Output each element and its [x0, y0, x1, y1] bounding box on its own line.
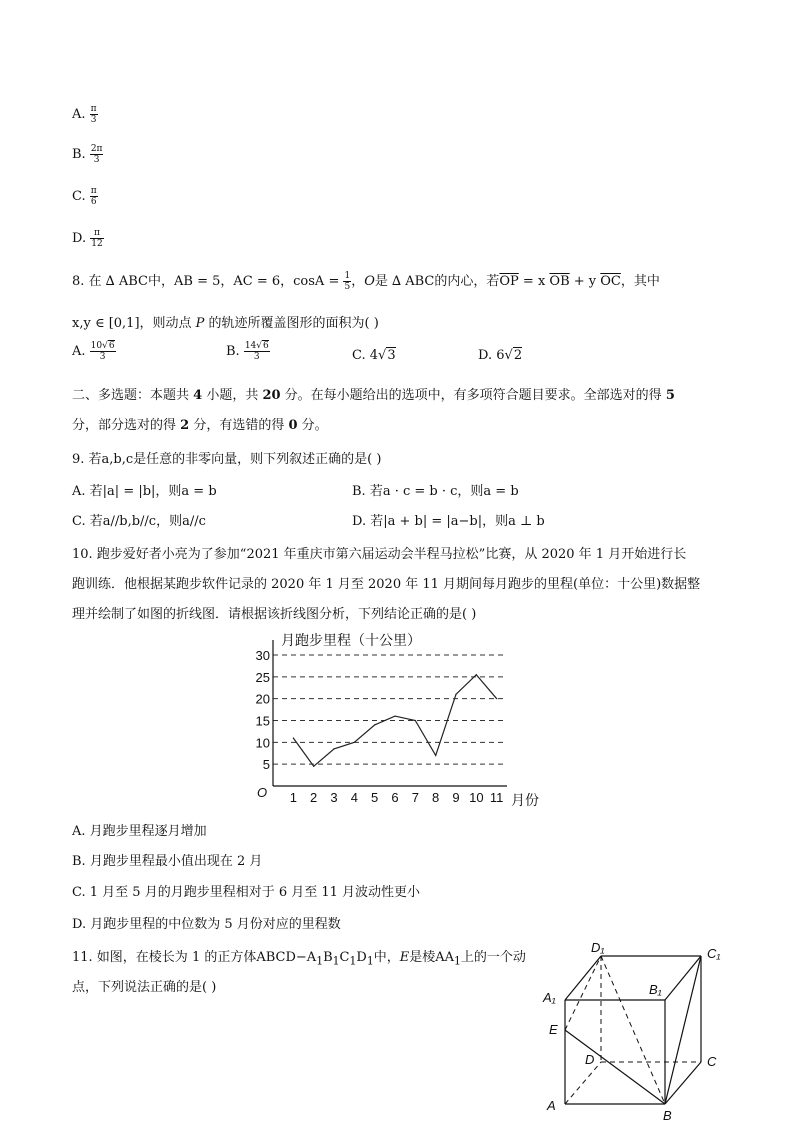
q10-option-a: A. 月跑步里程逐月增加	[72, 824, 207, 839]
cube-solid-edges	[565, 956, 701, 1104]
q7-option-b: B. $\frac{2\pi}{3}$	[72, 144, 103, 165]
data-point	[374, 724, 375, 725]
q11-stem-line2: 点，下列说法正确的是( )	[72, 980, 217, 995]
q10-stem-line2: 跑训练．他根据某跑步软件记录的 2020 年 1 月至 2020 年 11 月期间每月跑步的里程(单位：十公里)数据整	[72, 577, 701, 592]
x-tick-label: 3	[330, 790, 338, 805]
data-point	[455, 694, 456, 695]
fraction: $\frac{\pi}{12}$	[91, 228, 103, 249]
data-point	[415, 720, 416, 721]
x-tick-label: 8	[432, 790, 440, 805]
q8-option-b: B. $\frac{14√6}{3}$	[226, 341, 269, 362]
line-chart	[245, 622, 565, 812]
q8-option-a: A. $\frac{10√6}{3}$	[72, 341, 115, 362]
x-tick-label: 7	[411, 790, 419, 805]
cube-diagram	[535, 938, 735, 1123]
data-point	[333, 748, 334, 749]
q7-option-a: A. $\frac{\pi}{3}$	[72, 104, 97, 125]
fraction: $\frac{2\pi}{3}$	[90, 144, 103, 165]
fraction: $\frac{\pi}{6}$	[90, 186, 97, 207]
q10-option-c: C. 1 月至 5 月的月跑步里程相对于 6 月至 11 月波动性更小	[72, 885, 421, 900]
x-tick-label: 4	[350, 790, 358, 805]
chart-title: 月跑步里程（十公里）	[281, 632, 421, 648]
vertex-a1: A₁	[543, 990, 556, 1005]
fraction: $\frac{14√6}{3}$	[244, 341, 269, 362]
x-tick-label: 11	[489, 790, 504, 805]
q10-stem-line1: 10. 跑步爱好者小亮为了参加“2021 年重庆市第六届运动会半程马拉松”比赛，从 2020 年 1 月开始进行长	[72, 547, 687, 562]
q8-stem-line2: x,y ∈ [0,1]，则动点 P 的轨迹所覆盖图形的面积为( )	[72, 316, 379, 331]
vertex-c: C	[707, 1054, 717, 1069]
y-tick-label: 5	[262, 757, 270, 773]
cube-hidden-edges	[565, 956, 701, 1104]
y-tick-label: 15	[255, 713, 270, 729]
q10-stem-line3: 理并绘制了如图的折线图．请根据该折线图分析，下列结论正确的是( )	[72, 607, 477, 622]
y-tick-label: 20	[255, 691, 270, 707]
fraction: $\frac{1}{5}$	[344, 271, 351, 292]
q7-option-c: C. $\frac{\pi}{6}$	[72, 186, 97, 207]
x-tick-label: 6	[391, 790, 399, 805]
data-point	[394, 716, 395, 717]
vertex-d: D	[585, 1052, 595, 1067]
fraction: $\frac{10√6}{3}$	[90, 341, 115, 362]
x-tick-label: 9	[452, 790, 460, 805]
vertex-d1: D₁	[591, 940, 605, 955]
y-tick-label: 10	[255, 735, 270, 751]
q8-option-c: C. 4√3	[352, 348, 396, 363]
vertex-a: A	[547, 1098, 556, 1113]
x-tick-label: 10	[469, 790, 484, 805]
q9-option-a: A. 若|a| = |b|，则a = b	[72, 484, 217, 499]
q9-option-b: B. 若a · c = b · c，则a = b	[352, 484, 519, 499]
x-tick-label: 2	[310, 790, 318, 805]
x-tick-label: 1	[289, 790, 297, 805]
origin-label: O	[257, 785, 268, 800]
q7-option-d: D. $\frac{\pi}{12}$	[72, 228, 103, 249]
section-header-line2: 分，部分选对的得 2 分，有选错的得 0 分。	[72, 418, 328, 433]
point-e: E	[549, 1022, 558, 1037]
section-header-line1: 二、多选题：本题共 4 小题，共 20 分。在每小题给出的选项中，有多项符合题目要求。全部选对的得 5	[72, 388, 675, 403]
vertex-b1: B₁	[649, 982, 662, 997]
y-tick-label: 30	[255, 648, 270, 663]
y-tick-label: 25	[255, 669, 270, 685]
q8-option-d: D. 6√2	[478, 348, 523, 363]
fraction: $\frac{\pi}{3}$	[90, 104, 97, 125]
x-axis-label: 月份	[511, 792, 539, 808]
q11-stem-line1: 11. 如图，在棱长为 1 的正方体$ABCD-A_1B_1C_1D_1$中，E是棱$AA_1$上的一个动	[72, 950, 526, 968]
data-point	[354, 742, 355, 743]
data-point	[435, 755, 436, 756]
q9-option-c: C. 若a//b,b//c，则a//c	[72, 514, 206, 529]
data-point	[476, 674, 477, 675]
x-tick-label: 5	[371, 790, 379, 805]
data-point	[293, 737, 294, 738]
q10-option-d: D. 月跑步里程的中位数为 5 月份对应的里程数	[72, 917, 341, 932]
vertex-b: B	[663, 1108, 672, 1123]
data-point	[496, 698, 497, 699]
data-point	[313, 766, 314, 767]
q8-stem-line1: 8. 在 ∆ ABC中，AB = 5，AC = 6，cosA = $\frac{1}{5}$ ，O是 ∆ ABC的内心，若$\overline{OP} = x$ $\overline{OB} + y$ $\overline{OC}$，其中	[72, 271, 660, 292]
q9-stem: 9. 若a,b,c是任意的非零向量，则下列叙述正确的是( )	[72, 452, 382, 467]
q10-option-b: B. 月跑步里程最小值出现在 2 月	[72, 854, 263, 869]
vertex-c1: C₁	[707, 946, 721, 961]
q9-option-d: D. 若|a + b| = |a−b|，则a ⊥ b	[352, 514, 545, 529]
